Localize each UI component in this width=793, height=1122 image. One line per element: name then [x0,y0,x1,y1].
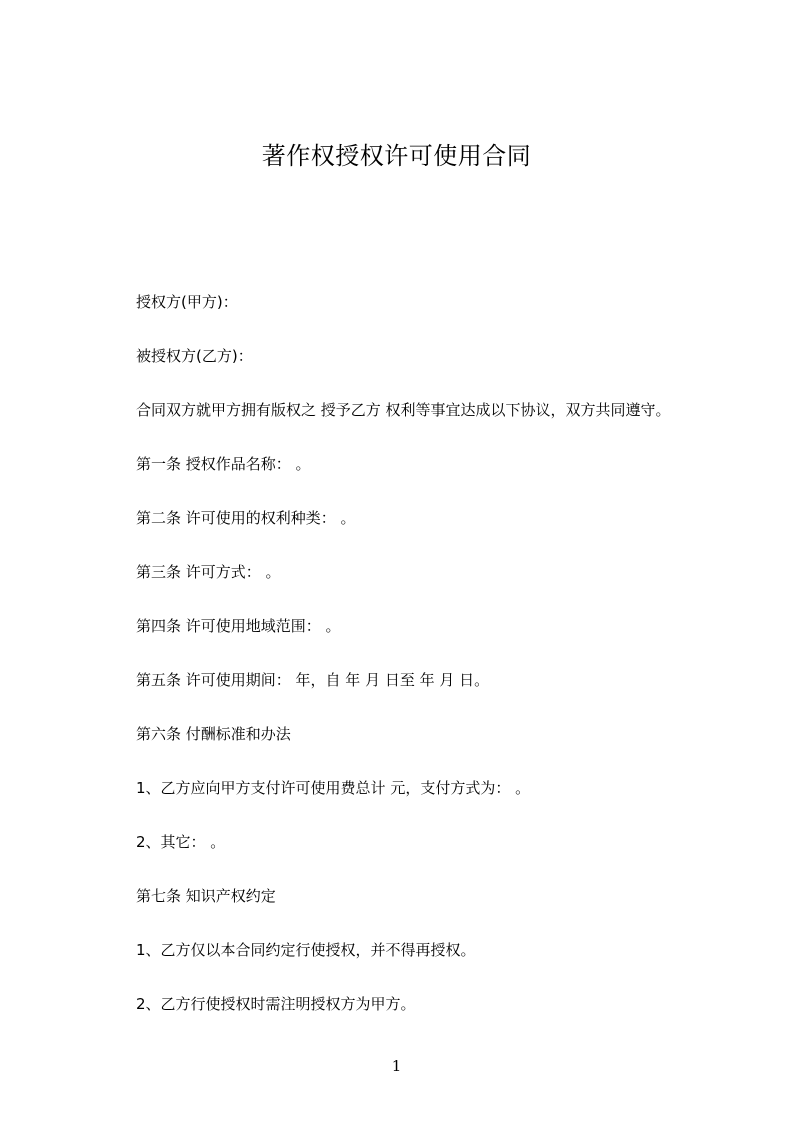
article-3-line: 第三条 许可方式： 。 [136,563,281,581]
licensor-line: 授权方(甲方)： [136,293,238,311]
page-number: 1 [391,1057,402,1075]
article-4-line: 第四条 许可使用地域范围： 。 [136,617,341,635]
article-6-item-1: 1、乙方应向甲方支付许可使用费总计 元，支付方式为： 。 [136,779,531,797]
article-5-line: 第五条 许可使用期间： 年，自 年 月 日至 年 月 日。 [136,671,490,689]
preamble-line: 合同双方就甲方拥有版权之 授予乙方 权利等事宜达成以下协议，双方共同遵守。 [136,401,671,419]
article-6-item-2: 2、其它： 。 [136,833,226,851]
article-7-item-2: 2、乙方行使授权时需注明授权方为甲方。 [136,995,416,1013]
article-7-heading: 第七条 知识产权约定 [136,887,276,905]
article-2-line: 第二条 许可使用的权利种类： 。 [136,509,356,527]
licensee-line: 被授权方(乙方)： [136,347,253,365]
article-1-line: 第一条 授权作品名称： 。 [136,455,311,473]
article-7-item-1: 1、乙方仅以本合同约定行使授权，并不得再授权。 [136,941,476,959]
article-6-heading: 第六条 付酬标准和办法 [136,725,291,743]
document-title: 著作权授权许可使用合同 [261,142,532,170]
